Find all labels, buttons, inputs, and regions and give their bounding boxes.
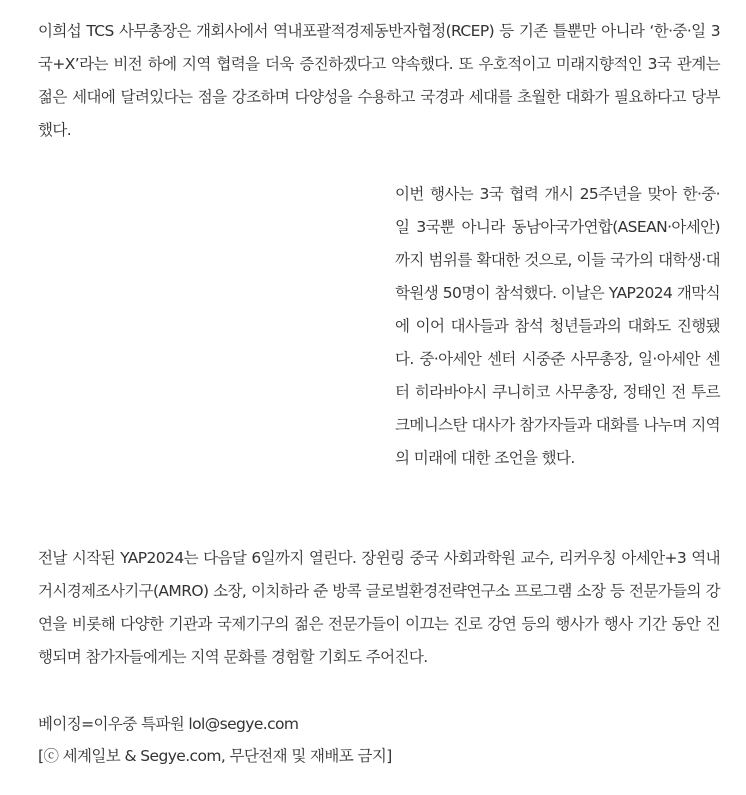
paragraph-2-container [38, 178, 720, 475]
image-placeholder-space [38, 178, 395, 475]
paragraph-2: 이번 행사는 3국 협력 개시 25주년을 맞아 한·중·일 3국뿐 아니라 동남아국가연합(ASEAN·아세안)까지 범위를 확대한 것으로, 이들 국가의 대학생·대학원생 50명이 참석했다. 이날은 YAP2024 개막식에 이어 대사들과 참석 청년들과의 대화도 진행됐다. 중·아세안 센터 시중준 사무총장, 일·아세안 센터 히라바야시 쿠니히코 사무총장, 정태인 전 투르크메니스탄 대사가 참가자들과 대화를 나누며 지역의 미래에 대한 조언을 했다. [395, 185, 720, 467]
paragraph-1: 이희섭 TCS 사무총장은 개회사에서 역내포괄적경제동반자협정(RCEP) 등 기존 틀뿐만 아니라 ‘한·중·일 3국+X’라는 비전 하에 지역 협력을 더욱 증진하겠다고 약속했다. 또 우호적이고 미래지향적인 3국 관계는 젊은 세대에 달려있다는 점을 강조하며 다양성을 수용하고 국경과 세대를 초월한 대화가 필요하다고 당부했다. [38, 22, 720, 139]
copyright-notice: [ⓒ 세계일보 & Segye.com, 무단전재 및 재배포 금지] [38, 747, 392, 765]
byline: 베이징=이우중 특파원 lol@segye.com [38, 715, 299, 733]
paragraph-3: 전날 시작된 YAP2024는 다음달 6일까지 열린다. 장윈링 중국 사회과학원 교수, 리커우칭 아세안+3 역내 거시경제조사기구(AMRO) 소장, 이치하라 준 방콕 글로벌환경전략연구소 프로그램 소장 등 전문가들의 강연을 비롯해 다양한 기관과 국제기구의 젊은 전문가들이 이끄는 진로 강연 등의 행사가 행사 기간 동안 진행되며 참가자들에게는 지역 문화를 경험할 기회도 주어진다. [38, 549, 720, 666]
